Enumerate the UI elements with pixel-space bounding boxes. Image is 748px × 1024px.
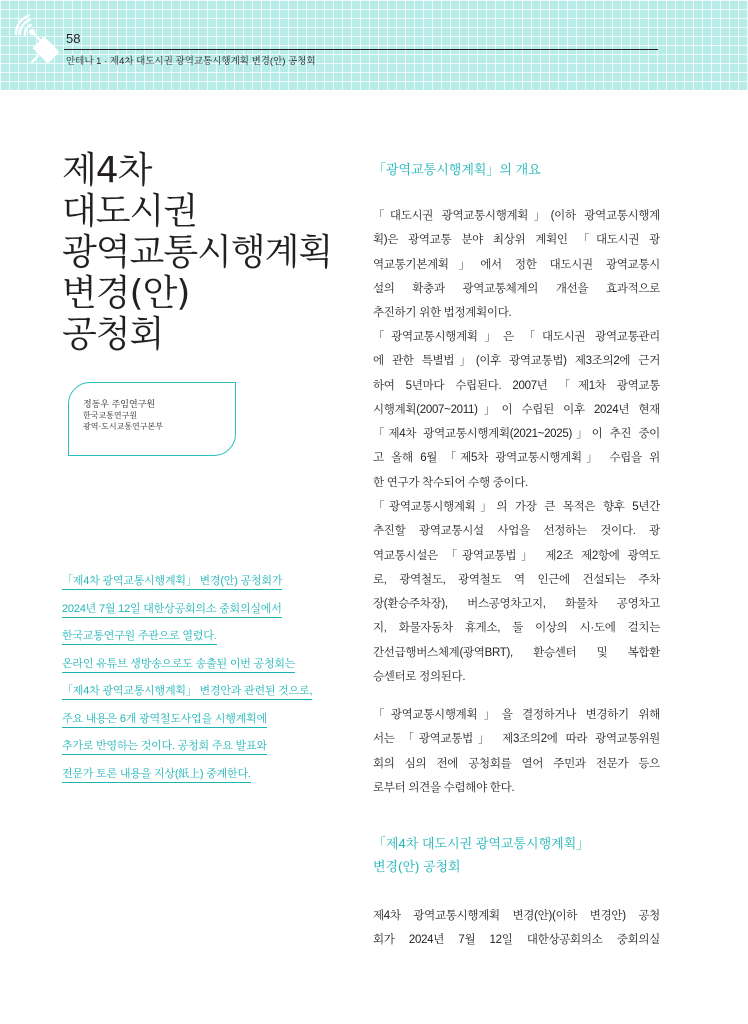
text-line: 시행계획(2007~2011)」이 수립된 이후 2024년 현재 <box>373 403 660 416</box>
text-line: 「광역교통시행계획」은 「대도시권 광역교통관리 <box>373 331 660 343</box>
summary-line: 추가로 반영하는 것이다. 공청회 주요 발표와 <box>62 738 267 755</box>
overview-paragraph-1 <box>373 204 660 325</box>
text-line: 추진하기 위한 법정계획이다. <box>373 307 512 320</box>
overview-paragraph-2 <box>373 325 660 495</box>
author-name: 정동우 주임연구원 <box>83 399 156 409</box>
text-line: 제4차 광역교통시행계획 변경(안)(이하 변경안) 공청 <box>373 910 660 922</box>
summary-line: 주요 내용은 6개 광역철도사업을 시행계획에 <box>62 711 267 728</box>
text-line: 「대도시권 광역교통시행계획」(이하 광역교통시행계 <box>373 210 660 222</box>
text-line: 장(환승주차장), 버스공영차고지, 화물차 공영차고 <box>373 598 660 611</box>
text-line: 에 관한 특별법」(이후 광역교통법) 제3조의2에 근거 <box>373 355 660 368</box>
section-label: 안테나 1 · 제4차 대도시권 광역교통시행계획 변경(안) 공청회 <box>66 56 316 67</box>
page-number: 58 <box>66 31 81 46</box>
header-rule <box>64 49 658 50</box>
text-line: 하여 5년마다 수립된다. 2007년 「제1차 광역교통 <box>373 379 660 392</box>
text-line: 추진할 광역교통시설 사업을 선정하는 것이다. 광 <box>373 525 660 538</box>
title-line: 변경(안) <box>62 273 190 314</box>
summary-line: 한국교통연구원 주관으로 열렸다. <box>62 628 217 645</box>
antenna-icon <box>14 14 64 64</box>
text-line: 「광역교통시행계획」을 결정하거나 변경하기 위해 <box>373 709 660 721</box>
summary-line: 2024년 7월 12일 대한상공회의소 중회의실에서 <box>62 601 282 618</box>
section-heading-overview <box>373 158 541 181</box>
text-line: 승센터로 정의된다. <box>373 671 466 684</box>
article-title <box>62 150 332 355</box>
text-line: 「제4차 광역교통시행계획(2021~2025)」이 추진 중이 <box>373 428 660 441</box>
article-summary <box>62 570 352 790</box>
title-line: 제4차 <box>62 150 152 191</box>
section-heading-hearing <box>373 832 589 878</box>
text-line: 고 올해 6월 「제5차 광역교통시행계획」 수립을 위 <box>373 452 660 465</box>
text-line: 회의 심의 전에 공청회를 열어 주민과 전문가 등으 <box>373 757 660 770</box>
text-line: 로, 광역철도, 광역철도 역 인근에 건설되는 주차 <box>373 573 660 586</box>
summary-line: 온라인 유튜브 생방송으로도 송출된 이번 공청회는 <box>62 656 295 673</box>
text-line: 「광역교통시행계획」의 가장 큰 목적은 향후 5년간 <box>373 501 660 513</box>
hearing-paragraph-1 <box>373 904 660 953</box>
title-line: 대도시권 <box>62 191 198 232</box>
heading-text: 「제4차 대도시권 광역교통시행계획」 <box>373 836 590 851</box>
text-line: 한 연구가 착수되어 수행 중이다. <box>373 476 528 489</box>
overview-paragraph-3 <box>373 495 660 689</box>
summary-line: 「제4차 광역교통시행계획」 변경안과 관련된 것으로, <box>62 683 312 700</box>
text-line: 설의 확충과 광역교통체계의 개선을 효과적으로 <box>373 282 660 295</box>
text-line: 역교통기본계획」에서 정한 대도시권 광역교통시 <box>373 258 660 271</box>
heading-text: 변경(안) 공청회 <box>373 859 461 874</box>
text-line: 획)은 광역교통 분야 최상위 계획인 「대도시권 광 <box>373 234 660 247</box>
text-line: 로부터 의견을 수렴해야 한다. <box>373 781 515 794</box>
author-org: 한국교통연구원 <box>83 411 138 420</box>
text-line: 서는 「광역교통법」 제3조의2에 따라 광역교통위원 <box>373 733 660 746</box>
author-info <box>83 399 163 432</box>
summary-line: 「제4차 광역교통시행계획」 변경(안) 공청회가 <box>62 573 282 590</box>
overview-paragraph-4 <box>373 703 660 800</box>
author-division: 광역·도시교통연구본부 <box>83 422 163 431</box>
text-line: 역교통시설은 「광역교통법」 제2조 제2항에 광역도 <box>373 549 660 562</box>
summary-line: 전문가 토론 내용을 지상(紙上) 중계한다. <box>62 766 251 783</box>
header-band <box>0 0 748 90</box>
text-line: 지, 화물자동차 휴게소, 둘 이상의 시·도에 걸치는 <box>373 622 660 635</box>
text-line: 회가 2024년 7월 12일 대한상공회의소 중회의실 <box>373 934 660 947</box>
text-line: 간선급행버스체계(광역BRT), 환승센터 및 복합환 <box>373 646 660 659</box>
title-line: 광역교통시행계획 <box>62 232 333 273</box>
title-line: 공청회 <box>62 314 164 355</box>
heading-text: 「광역교통시행계획」의 개요 <box>373 162 541 177</box>
